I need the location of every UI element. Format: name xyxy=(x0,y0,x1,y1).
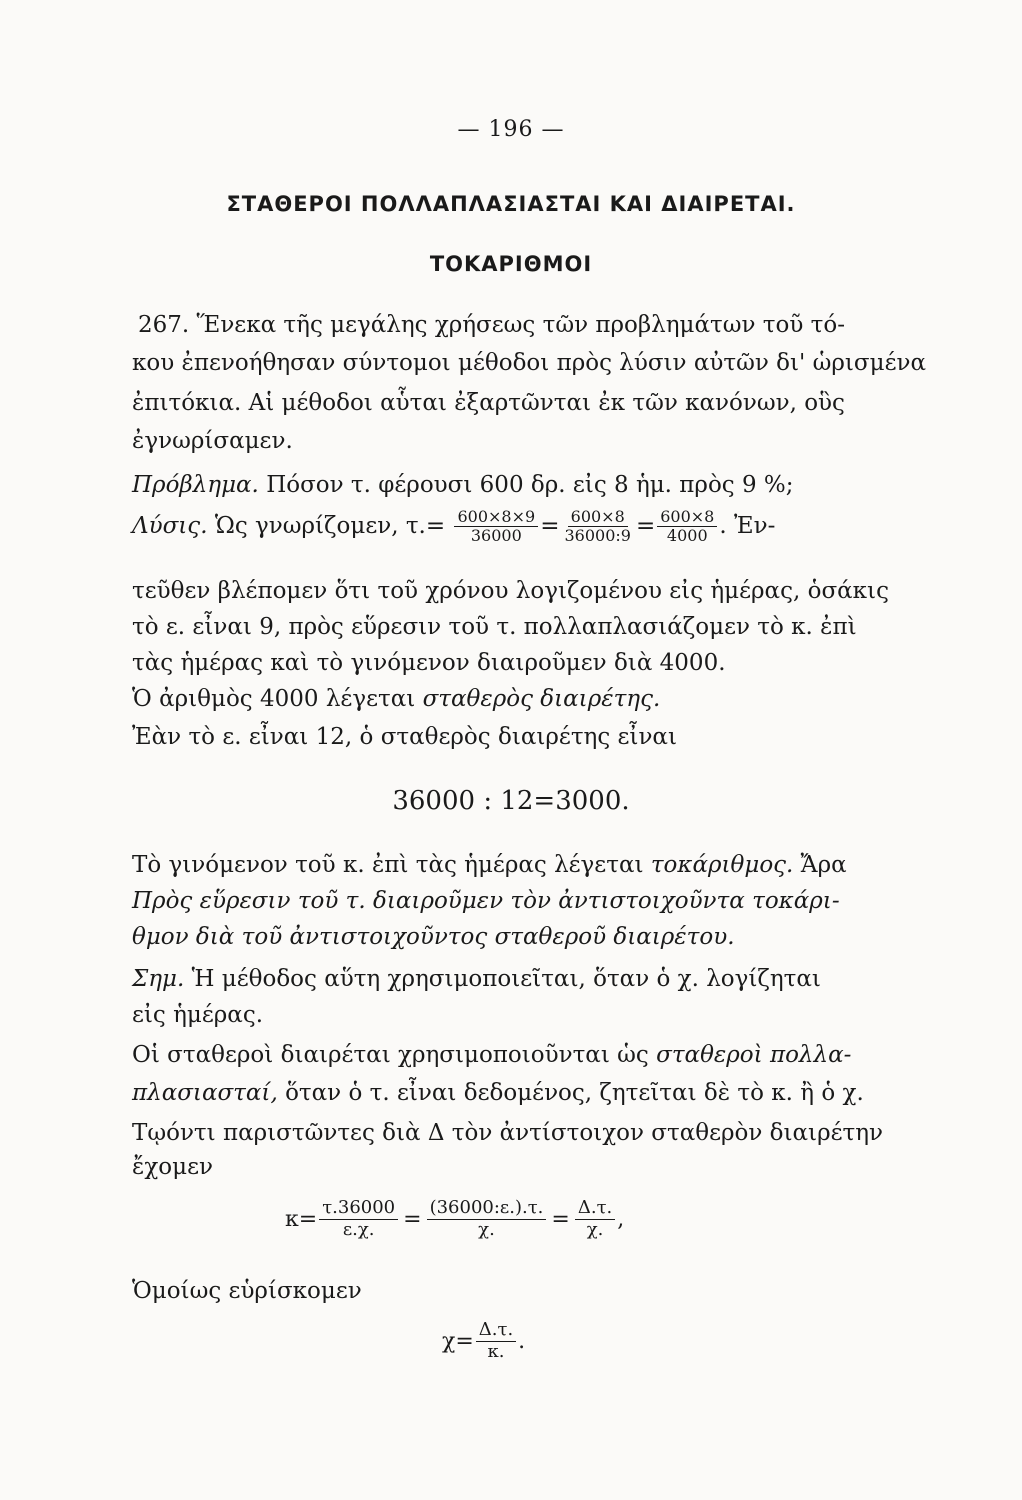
solution-line: Λύσις. Ὡς γνωρίζομεν, τ.= $\frac{600\times 8\times 9}{36000}$ = $\frac{600\times 8}{36000:9}$ = $\frac{600\times 8}{4000}$ . Ἐν- xyxy=(132,507,776,546)
fraction: $\frac{600\times 8\times 9}{36000}$ xyxy=(454,508,538,546)
fraction: $\frac{600\times 8}{4000}$ xyxy=(657,508,717,546)
equation: 36000 : 12=3000. xyxy=(392,786,630,816)
solution-tail: . Ἐν- xyxy=(719,512,776,539)
paragraph-line: 267. Ἕνεκα τῆς μεγάλης χρήσεως τῶν προβλημάτων τοῦ τό- xyxy=(138,312,845,338)
paragraph-line: ἔχομεν xyxy=(132,1154,213,1180)
paragraph-line: ἐγνωρίσαμεν. xyxy=(132,428,293,454)
paragraph-line: κου ἐπενοήθησαν σύντομοι μέθοδοι πρὸς λύσιν αὐτῶν δι' ὡρισμένα xyxy=(132,350,926,376)
note-label: Σημ. xyxy=(132,966,185,992)
rule-line: Πρὸς εὕρεσιν τοῦ τ. διαιροῦμεν τὸν ἀντιστοιχοῦντα τοκάρι- xyxy=(132,888,840,914)
problem-line xyxy=(132,472,794,498)
paragraph-line: Τὸ γινόμενον τοῦ κ. ἐπὶ τὰς ἡμέρας λέγεται τοκάριθμος. Ἄρα xyxy=(132,852,847,878)
problem-label: Πρόβλημα. xyxy=(132,472,259,498)
fraction: $\frac{\tau.36000}{\varepsilon.\chi.}$ xyxy=(319,1198,398,1240)
fraction: $\frac{\Delta.\tau.}{\kappa.}$ xyxy=(476,1320,516,1362)
paragraph-line: τεῦθεν βλέπομεν ὅτι τοῦ χρόνου λογιζομένου εἰς ἡμέρας, ὁσάκις xyxy=(132,578,889,604)
solution-text: Ὡς γνωρίζομεν, τ.= xyxy=(214,512,446,539)
page-number: — 196 — xyxy=(457,117,565,142)
emphasized-term: πλασιασταί, xyxy=(132,1080,278,1106)
emphasized-term: σταθερὸς διαιρέτης. xyxy=(422,686,661,712)
paragraph-line: Ὁμοίως εὑρίσκομεν xyxy=(132,1278,362,1304)
problem-text: Πόσον τ. φέρουσι 600 δρ. εἰς 8 ἡμ. πρὸς 9 %; xyxy=(266,472,794,498)
paragraph-line: Τῳόντι παριστῶντες διὰ Δ τὸν ἀντίστοιχον σταθερὸν διαιρέτην xyxy=(132,1120,883,1146)
fraction: $\frac{600\times 8}{36000:9}$ xyxy=(564,507,631,546)
solution-label: Λύσις. xyxy=(132,512,208,539)
section-subheading: ΤΟΚΑΡΙΘΜΟΙ xyxy=(429,252,593,276)
paragraph-line: Ἐὰν τὸ ε. εἶναι 12, ὁ σταθερὸς διαιρέτης εἶναι xyxy=(132,724,677,750)
formula: χ= $\frac{\Delta.\tau.}{\kappa.}$ . xyxy=(442,1319,526,1362)
section-heading: ΣΤΑΘΕΡΟΙ ΠΟΛΛΑΠΛΑΣΙΑΣΤΑΙ ΚΑΙ ΔΙΑΙΡΕΤΑΙ. xyxy=(226,192,796,216)
formula: κ= $\frac{\tau.36000}{\varepsilon.\chi.}$ = $\frac{(36000:\varepsilon.).\tau.}{\chi.}$ = $\frac{\Delta.\tau.}{\chi.}$ , xyxy=(285,1197,625,1240)
note-line: Σημ. Ἡ μέθοδος αὕτη χρησιμοποιεῖται, ὅταν ὁ χ. λογίζηται xyxy=(132,966,821,992)
paragraph-line: Οἱ σταθεροὶ διαιρέται χρησιμοποιοῦνται ὡς σταθεροὶ πολλα- xyxy=(132,1042,852,1068)
fraction: $\frac{(36000:\varepsilon.).\tau.}{\chi.}$ xyxy=(427,1198,547,1240)
paragraph-line: Ὁ ἀριθμὸς 4000 λέγεται σταθερὸς διαιρέτης. xyxy=(132,686,661,712)
paragraph-line: τὸ ε. εἶναι 9, πρὸς εὕρεσιν τοῦ τ. πολλαπλασιάζομεν τὸ κ. ἐπὶ xyxy=(132,614,857,640)
rule-line: θμον διὰ τοῦ ἀντιστοιχοῦντος σταθεροῦ διαιρέτου. xyxy=(132,924,735,950)
fraction: $\frac{\Delta.\tau.}{\chi.}$ xyxy=(575,1198,615,1240)
emphasized-term: σταθεροὶ πολλα- xyxy=(656,1042,852,1068)
note-line: εἰς ἡμέρας. xyxy=(132,1002,264,1028)
paragraph-line: πλασιασταί, ὅταν ὁ τ. εἶναι δεδομένος, ζητεῖται δὲ τὸ κ. ἢ ὁ χ. xyxy=(132,1080,864,1106)
paragraph-line: τὰς ἡμέρας καὶ τὸ γινόμενον διαιροῦμεν διὰ 4000. xyxy=(132,650,726,676)
emphasized-term: τοκάριθμος. xyxy=(650,852,794,878)
paragraph-line: ἐπιτόκια. Αἱ μέθοδοι αὗται ἐξαρτῶνται ἐκ τῶν κανόνων, οὓς xyxy=(132,390,845,416)
